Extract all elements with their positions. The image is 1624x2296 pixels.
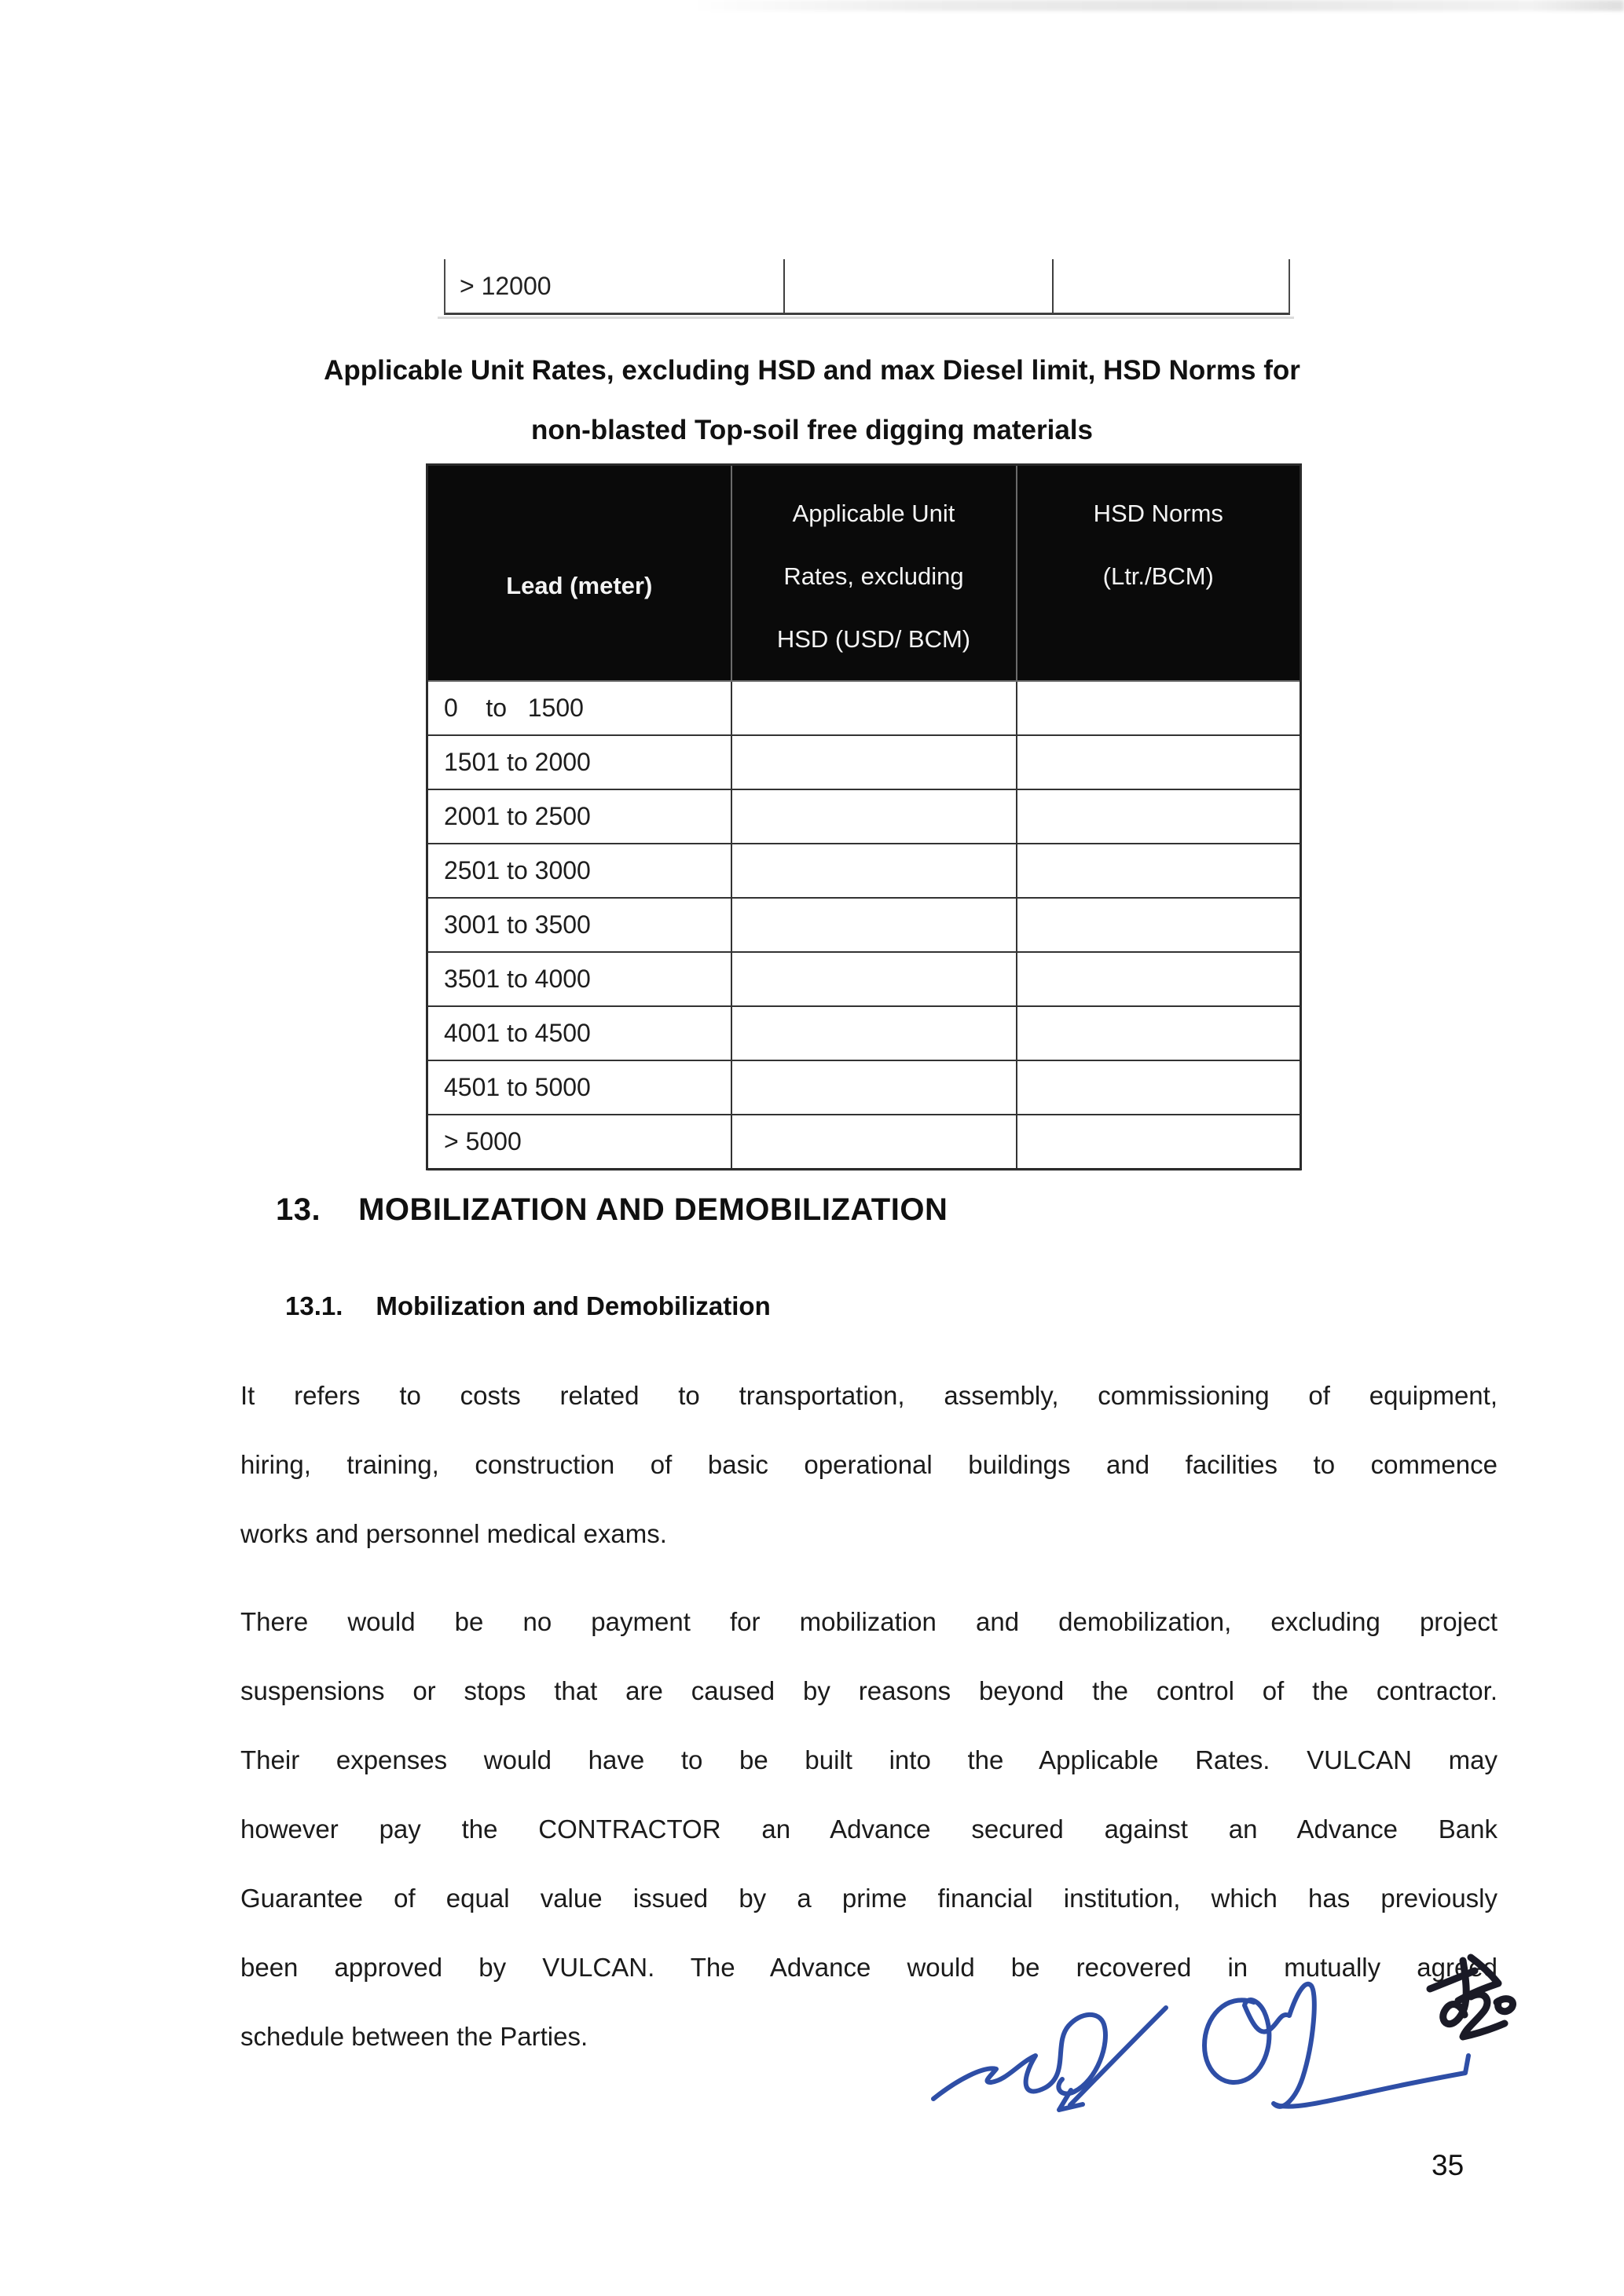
text-line: however pay the CONTRACTOR an Advance secured against an Advance Bank xyxy=(240,1814,1498,1844)
subsection-heading xyxy=(285,1288,771,1324)
table-row xyxy=(427,844,1301,898)
table-cell-rate xyxy=(731,681,1017,735)
table-row xyxy=(427,1115,1301,1170)
subsection-title: Mobilization and Demobilization xyxy=(376,1291,771,1320)
table-cell-lead: 2501 to 3000 xyxy=(427,844,731,898)
text-line: schedule between the Parties. xyxy=(240,2022,588,2051)
table-cell-lead: > 12000 xyxy=(460,271,552,300)
table-cell-hsd-norm xyxy=(1017,844,1301,898)
text-line: Applicable Unit xyxy=(792,500,955,527)
text-line: Rates, excluding xyxy=(783,562,964,590)
previous-table-fragment xyxy=(444,259,1290,315)
section-heading xyxy=(276,1188,948,1232)
text-line: HSD (USD/ BCM) xyxy=(776,625,971,653)
table-row xyxy=(427,789,1301,844)
table-cell-lead: 1501 to 2000 xyxy=(427,735,731,789)
text-line: (Ltr./BCM) xyxy=(1102,562,1214,590)
table-cell-hsd-norm xyxy=(1017,898,1301,952)
text-line: HSD Norms xyxy=(1093,500,1223,527)
table-cell-lead: 0 to 1500 xyxy=(427,681,731,735)
text-line: hiring, training, construction of basic operational buildings and facilities to commence xyxy=(240,1450,1498,1479)
table-cell-rate xyxy=(731,1060,1017,1115)
table-cell-lead: 3501 to 4000 xyxy=(427,952,731,1006)
text-line: been approved by VULCAN. The Advance would be recovered in mutually agreed xyxy=(240,1953,1498,1982)
table-cell-hsd-norm xyxy=(1017,1115,1301,1170)
text-line: There would be no payment for mobilization and demobilization, excluding project xyxy=(240,1607,1498,1636)
column-header-rates-text xyxy=(733,467,1015,671)
table-cell-hsd-norm xyxy=(1017,789,1301,844)
text-line: Applicable Unit Rates, excluding HSD and max Diesel limit, HSD Norms for xyxy=(324,355,1300,386)
scan-artifact-line xyxy=(438,317,1294,319)
column-header-rates xyxy=(731,465,1017,682)
table-row xyxy=(427,952,1301,1006)
table-cell-rate xyxy=(731,1006,1017,1060)
paragraph xyxy=(240,1587,1498,2071)
scan-artifact xyxy=(691,0,1624,11)
table-column-divider xyxy=(783,259,785,313)
page-number: 35 xyxy=(1432,2149,1465,2181)
table-cell-rate xyxy=(731,1115,1017,1170)
rates-table-body xyxy=(427,681,1301,1170)
table-row xyxy=(427,1006,1301,1060)
section-title: MOBILIZATION AND DEMOBILIZATION xyxy=(358,1192,948,1227)
table-cell-hsd-norm xyxy=(1017,735,1301,789)
text-line: Guarantee of equal value issued by a prime financial institution, which has previously xyxy=(240,1884,1498,1913)
table-row xyxy=(427,735,1301,789)
paragraph xyxy=(240,1361,1498,1569)
text-line: works and personnel medical exams. xyxy=(240,1519,667,1548)
rates-table xyxy=(426,463,1302,1170)
table-cell-hsd-norm xyxy=(1017,1060,1301,1115)
table-cell-lead: 4501 to 5000 xyxy=(427,1060,731,1115)
text-line: suspensions or stops that are caused by reasons beyond the control of the contractor. xyxy=(240,1676,1498,1705)
table-cell-rate xyxy=(731,898,1017,952)
table-row xyxy=(427,1060,1301,1115)
table-cell-hsd-norm xyxy=(1017,1006,1301,1060)
table-cell-rate xyxy=(731,844,1017,898)
column-header-hsd-norms xyxy=(1017,465,1301,682)
table-cell-hsd-norm xyxy=(1017,681,1301,735)
table-cell-rate xyxy=(731,735,1017,789)
column-header-lead: Lead (meter) xyxy=(427,465,731,682)
table-cell-lead: > 5000 xyxy=(427,1115,731,1170)
table-cell-lead: 3001 to 3500 xyxy=(427,898,731,952)
table-row xyxy=(427,898,1301,952)
table-column-divider xyxy=(1052,259,1054,313)
text-line: It refers to costs related to transportation, assembly, commissioning of equipment, xyxy=(240,1381,1498,1410)
table-cell-lead: 2001 to 2500 xyxy=(427,789,731,844)
table-title xyxy=(0,341,1624,460)
text-line: non-blasted Top-soil free digging materials xyxy=(531,415,1093,445)
rates-table-header xyxy=(427,465,1301,682)
text-line: Their expenses would have to be built into the Applicable Rates. VULCAN may xyxy=(240,1745,1498,1774)
table-row xyxy=(427,681,1301,735)
table-cell-rate xyxy=(731,952,1017,1006)
table-cell-hsd-norm xyxy=(1017,952,1301,1006)
subsection-number: 13.1. xyxy=(285,1291,343,1320)
column-header-hsd-text xyxy=(1018,467,1300,608)
table-cell-lead: 4001 to 4500 xyxy=(427,1006,731,1060)
table-cell-rate xyxy=(731,789,1017,844)
section-number: 13. xyxy=(276,1192,321,1227)
